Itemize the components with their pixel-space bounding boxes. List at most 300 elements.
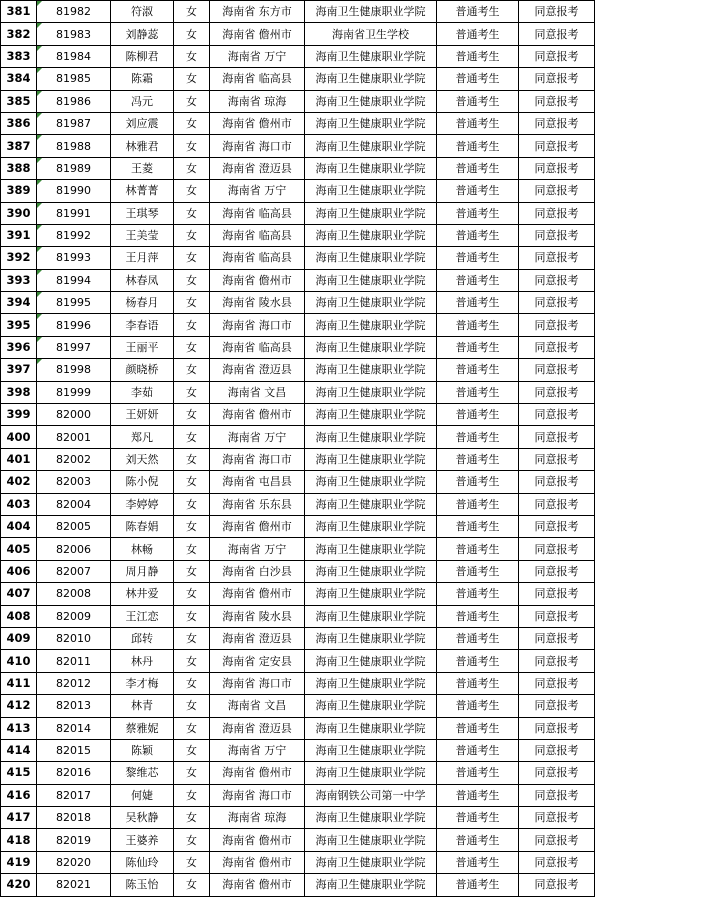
exam-id-cell: 82021 (37, 874, 111, 896)
region-cell: 海南省 海口市 (210, 135, 305, 157)
candidate-type-cell: 普通考生 (437, 269, 519, 291)
row-number-cell: 409 (1, 627, 37, 649)
school-cell: 海南卫生健康职业学院 (305, 224, 437, 246)
region-cell: 海南省 屯昌县 (210, 471, 305, 493)
student-name-cell: 冯元 (111, 90, 174, 112)
table-row (1, 851, 595, 873)
gender-cell: 女 (174, 1, 210, 23)
student-name-cell: 杨春月 (111, 292, 174, 314)
candidate-type-cell: 普通考生 (437, 90, 519, 112)
gender-cell: 女 (174, 112, 210, 134)
candidate-type-cell: 普通考生 (437, 135, 519, 157)
exam-id-cell: 82019 (37, 829, 111, 851)
gender-cell: 女 (174, 538, 210, 560)
region-cell: 海南省 临高县 (210, 68, 305, 90)
gender-cell: 女 (174, 157, 210, 179)
school-cell: 海南卫生健康职业学院 (305, 538, 437, 560)
consent-status-cell: 同意报考 (519, 157, 595, 179)
candidate-type-cell: 普通考生 (437, 359, 519, 381)
school-cell: 海南钢铁公司第一中学 (305, 784, 437, 806)
consent-status-cell: 同意报考 (519, 381, 595, 403)
gender-cell: 女 (174, 717, 210, 739)
gender-cell: 女 (174, 784, 210, 806)
gender-cell: 女 (174, 247, 210, 269)
region-cell: 海南省 儋州市 (210, 762, 305, 784)
gender-cell: 女 (174, 650, 210, 672)
student-name-cell: 陈霜 (111, 68, 174, 90)
exam-id-cell: 81989 (37, 157, 111, 179)
row-number-cell: 396 (1, 336, 37, 358)
consent-status-cell: 同意报考 (519, 717, 595, 739)
table-row (1, 560, 595, 582)
student-name-cell: 王琪琴 (111, 202, 174, 224)
student-name-cell: 邱转 (111, 627, 174, 649)
gender-cell: 女 (174, 448, 210, 470)
table-row (1, 202, 595, 224)
table-row (1, 493, 595, 515)
row-number-cell: 385 (1, 90, 37, 112)
consent-status-cell: 同意报考 (519, 202, 595, 224)
row-number-cell: 414 (1, 739, 37, 761)
row-number-cell: 416 (1, 784, 37, 806)
candidate-type-cell: 普通考生 (437, 583, 519, 605)
school-cell: 海南卫生健康职业学院 (305, 605, 437, 627)
school-cell: 海南卫生健康职业学院 (305, 650, 437, 672)
consent-status-cell: 同意报考 (519, 560, 595, 582)
candidate-type-cell: 普通考生 (437, 627, 519, 649)
exam-id-cell: 82000 (37, 404, 111, 426)
region-cell: 海南省 临高县 (210, 202, 305, 224)
table-row (1, 717, 595, 739)
gender-cell: 女 (174, 851, 210, 873)
school-cell: 海南卫生健康职业学院 (305, 404, 437, 426)
consent-status-cell: 同意报考 (519, 583, 595, 605)
table-row (1, 45, 595, 67)
candidate-type-cell: 普通考生 (437, 157, 519, 179)
gender-cell: 女 (174, 202, 210, 224)
table-row (1, 515, 595, 537)
student-name-cell: 符淑 (111, 1, 174, 23)
region-cell: 海南省 临高县 (210, 247, 305, 269)
student-name-cell: 周月静 (111, 560, 174, 582)
candidate-type-cell: 普通考生 (437, 538, 519, 560)
student-name-cell: 王月萍 (111, 247, 174, 269)
gender-cell: 女 (174, 874, 210, 896)
region-cell: 海南省 琼海 (210, 807, 305, 829)
exam-id-cell: 82008 (37, 583, 111, 605)
exam-id-cell: 81987 (37, 112, 111, 134)
row-number-cell: 387 (1, 135, 37, 157)
table-row (1, 157, 595, 179)
consent-status-cell: 同意报考 (519, 269, 595, 291)
candidate-type-cell: 普通考生 (437, 717, 519, 739)
region-cell: 海南省 儋州市 (210, 829, 305, 851)
table-body (1, 1, 595, 897)
gender-cell: 女 (174, 45, 210, 67)
region-cell: 海南省 儋州市 (210, 404, 305, 426)
student-name-cell: 李才梅 (111, 672, 174, 694)
student-name-cell: 王菱 (111, 157, 174, 179)
exam-id-cell: 82012 (37, 672, 111, 694)
student-name-cell: 黎维芯 (111, 762, 174, 784)
table-row (1, 314, 595, 336)
student-name-cell: 陈柳君 (111, 45, 174, 67)
school-cell: 海南卫生健康职业学院 (305, 448, 437, 470)
region-cell: 海南省 定安县 (210, 650, 305, 672)
candidate-type-cell: 普通考生 (437, 112, 519, 134)
gender-cell: 女 (174, 695, 210, 717)
row-number-cell: 394 (1, 292, 37, 314)
school-cell: 海南卫生健康职业学院 (305, 515, 437, 537)
table-row (1, 180, 595, 202)
exam-id-cell: 82003 (37, 471, 111, 493)
table-row (1, 112, 595, 134)
consent-status-cell: 同意报考 (519, 739, 595, 761)
exam-id-cell: 82017 (37, 784, 111, 806)
student-name-cell: 王婆养 (111, 829, 174, 851)
gender-cell: 女 (174, 381, 210, 403)
gender-cell: 女 (174, 90, 210, 112)
row-number-cell: 419 (1, 851, 37, 873)
table-row (1, 90, 595, 112)
region-cell: 海南省 万宁 (210, 180, 305, 202)
school-cell: 海南卫生健康职业学院 (305, 739, 437, 761)
row-number-cell: 418 (1, 829, 37, 851)
region-cell: 海南省 儋州市 (210, 851, 305, 873)
region-cell: 海南省 乐东县 (210, 493, 305, 515)
gender-cell: 女 (174, 471, 210, 493)
school-cell: 海南卫生健康职业学院 (305, 426, 437, 448)
candidate-type-cell: 普通考生 (437, 292, 519, 314)
gender-cell: 女 (174, 829, 210, 851)
school-cell: 海南卫生健康职业学院 (305, 762, 437, 784)
gender-cell: 女 (174, 739, 210, 761)
region-cell: 海南省 儋州市 (210, 515, 305, 537)
table-row (1, 68, 595, 90)
student-name-cell: 何婕 (111, 784, 174, 806)
consent-status-cell: 同意报考 (519, 112, 595, 134)
candidate-type-cell: 普通考生 (437, 493, 519, 515)
row-number-cell: 395 (1, 314, 37, 336)
consent-status-cell: 同意报考 (519, 68, 595, 90)
gender-cell: 女 (174, 68, 210, 90)
region-cell: 海南省 澄迈县 (210, 627, 305, 649)
gender-cell: 女 (174, 314, 210, 336)
school-cell: 海南卫生健康职业学院 (305, 851, 437, 873)
school-cell: 海南卫生健康职业学院 (305, 202, 437, 224)
consent-status-cell: 同意报考 (519, 851, 595, 873)
exam-id-cell: 81998 (37, 359, 111, 381)
student-name-cell: 郑凡 (111, 426, 174, 448)
school-cell: 海南卫生健康职业学院 (305, 829, 437, 851)
gender-cell: 女 (174, 224, 210, 246)
gender-cell: 女 (174, 560, 210, 582)
consent-status-cell: 同意报考 (519, 247, 595, 269)
student-name-cell: 王妍妍 (111, 404, 174, 426)
exam-id-cell: 82016 (37, 762, 111, 784)
table-row (1, 784, 595, 806)
row-number-cell: 382 (1, 23, 37, 45)
table-row (1, 471, 595, 493)
candidate-type-cell: 普通考生 (437, 851, 519, 873)
consent-status-cell: 同意报考 (519, 538, 595, 560)
exam-id-cell: 82018 (37, 807, 111, 829)
school-cell: 海南卫生健康职业学院 (305, 112, 437, 134)
exam-id-cell: 82001 (37, 426, 111, 448)
consent-status-cell: 同意报考 (519, 493, 595, 515)
row-number-cell: 404 (1, 515, 37, 537)
consent-status-cell: 同意报考 (519, 224, 595, 246)
consent-status-cell: 同意报考 (519, 1, 595, 23)
student-name-cell: 林雅君 (111, 135, 174, 157)
student-name-cell: 林春凤 (111, 269, 174, 291)
exam-id-cell: 82002 (37, 448, 111, 470)
row-number-cell: 398 (1, 381, 37, 403)
table-row (1, 359, 595, 381)
school-cell: 海南卫生健康职业学院 (305, 471, 437, 493)
consent-status-cell: 同意报考 (519, 829, 595, 851)
consent-status-cell: 同意报考 (519, 650, 595, 672)
gender-cell: 女 (174, 426, 210, 448)
candidate-type-cell: 普通考生 (437, 45, 519, 67)
region-cell: 海南省 儋州市 (210, 269, 305, 291)
school-cell: 海南卫生健康职业学院 (305, 493, 437, 515)
table-row (1, 269, 595, 291)
row-number-cell: 408 (1, 605, 37, 627)
gender-cell: 女 (174, 292, 210, 314)
consent-status-cell: 同意报考 (519, 23, 595, 45)
table-row (1, 1, 595, 23)
region-cell: 海南省 海口市 (210, 672, 305, 694)
exam-id-cell: 82007 (37, 560, 111, 582)
school-cell: 海南卫生健康职业学院 (305, 807, 437, 829)
school-cell: 海南卫生健康职业学院 (305, 359, 437, 381)
candidate-type-cell: 普通考生 (437, 68, 519, 90)
region-cell: 海南省 万宁 (210, 426, 305, 448)
gender-cell: 女 (174, 404, 210, 426)
school-cell: 海南卫生健康职业学院 (305, 269, 437, 291)
region-cell: 海南省 儋州市 (210, 874, 305, 896)
table-row (1, 829, 595, 851)
row-number-cell: 386 (1, 112, 37, 134)
candidate-type-cell: 普通考生 (437, 404, 519, 426)
row-number-cell: 411 (1, 672, 37, 694)
table-row (1, 292, 595, 314)
exam-id-cell: 81993 (37, 247, 111, 269)
consent-status-cell: 同意报考 (519, 45, 595, 67)
gender-cell: 女 (174, 23, 210, 45)
exam-id-cell: 82015 (37, 739, 111, 761)
table-row (1, 695, 595, 717)
school-cell: 海南卫生健康职业学院 (305, 135, 437, 157)
region-cell: 海南省 东方市 (210, 1, 305, 23)
exam-id-cell: 82004 (37, 493, 111, 515)
school-cell: 海南卫生健康职业学院 (305, 672, 437, 694)
region-cell: 海南省 澄迈县 (210, 157, 305, 179)
region-cell: 海南省 陵水县 (210, 605, 305, 627)
exam-id-cell: 81982 (37, 1, 111, 23)
region-cell: 海南省 澄迈县 (210, 359, 305, 381)
row-number-cell: 383 (1, 45, 37, 67)
student-name-cell: 林丹 (111, 650, 174, 672)
region-cell: 海南省 儋州市 (210, 23, 305, 45)
student-name-cell: 陈玉怡 (111, 874, 174, 896)
gender-cell: 女 (174, 493, 210, 515)
table-row (1, 874, 595, 896)
consent-status-cell: 同意报考 (519, 336, 595, 358)
candidate-type-cell: 普通考生 (437, 336, 519, 358)
exam-id-cell: 82010 (37, 627, 111, 649)
school-cell: 海南卫生健康职业学院 (305, 314, 437, 336)
exam-id-cell: 81983 (37, 23, 111, 45)
row-number-cell: 412 (1, 695, 37, 717)
region-cell: 海南省 儋州市 (210, 583, 305, 605)
row-number-cell: 401 (1, 448, 37, 470)
student-name-cell: 陈仙玲 (111, 851, 174, 873)
table-row (1, 583, 595, 605)
candidate-type-cell: 普通考生 (437, 247, 519, 269)
exam-id-cell: 81999 (37, 381, 111, 403)
exam-id-cell: 82006 (37, 538, 111, 560)
table-row (1, 605, 595, 627)
region-cell: 海南省 海口市 (210, 314, 305, 336)
row-number-cell: 413 (1, 717, 37, 739)
gender-cell: 女 (174, 762, 210, 784)
region-cell: 海南省 临高县 (210, 224, 305, 246)
exam-id-cell: 81986 (37, 90, 111, 112)
region-cell: 海南省 文昌 (210, 695, 305, 717)
table-row (1, 23, 595, 45)
table-row (1, 762, 595, 784)
table-row (1, 135, 595, 157)
student-name-cell: 陈颖 (111, 739, 174, 761)
student-name-cell: 刘应震 (111, 112, 174, 134)
consent-status-cell: 同意报考 (519, 471, 595, 493)
row-number-cell: 384 (1, 68, 37, 90)
student-name-cell: 林井爱 (111, 583, 174, 605)
row-number-cell: 406 (1, 560, 37, 582)
exam-id-cell: 81995 (37, 292, 111, 314)
consent-status-cell: 同意报考 (519, 874, 595, 896)
exam-id-cell: 81996 (37, 314, 111, 336)
candidate-type-cell: 普通考生 (437, 762, 519, 784)
exam-id-cell: 81984 (37, 45, 111, 67)
candidate-type-cell: 普通考生 (437, 314, 519, 336)
school-cell: 海南省卫生学校 (305, 23, 437, 45)
candidate-type-cell: 普通考生 (437, 426, 519, 448)
consent-status-cell: 同意报考 (519, 627, 595, 649)
candidate-type-cell: 普通考生 (437, 560, 519, 582)
gender-cell: 女 (174, 336, 210, 358)
exam-id-cell: 81985 (37, 68, 111, 90)
student-name-cell: 林菁菁 (111, 180, 174, 202)
candidate-type-cell: 普通考生 (437, 784, 519, 806)
student-name-cell: 林畅 (111, 538, 174, 560)
row-number-cell: 393 (1, 269, 37, 291)
student-name-cell: 陈小倪 (111, 471, 174, 493)
row-number-cell: 405 (1, 538, 37, 560)
table-row (1, 672, 595, 694)
row-number-cell: 410 (1, 650, 37, 672)
school-cell: 海南卫生健康职业学院 (305, 695, 437, 717)
table-row (1, 224, 595, 246)
gender-cell: 女 (174, 605, 210, 627)
consent-status-cell: 同意报考 (519, 135, 595, 157)
candidate-type-cell: 普通考生 (437, 471, 519, 493)
candidate-type-cell: 普通考生 (437, 695, 519, 717)
candidate-type-cell: 普通考生 (437, 381, 519, 403)
candidate-type-cell: 普通考生 (437, 515, 519, 537)
candidate-type-cell: 普通考生 (437, 874, 519, 896)
consent-status-cell: 同意报考 (519, 515, 595, 537)
candidate-type-cell: 普通考生 (437, 739, 519, 761)
candidate-type-cell: 普通考生 (437, 1, 519, 23)
table-row (1, 404, 595, 426)
student-name-cell: 陈春娟 (111, 515, 174, 537)
row-number-cell: 391 (1, 224, 37, 246)
table-row (1, 247, 595, 269)
gender-cell: 女 (174, 515, 210, 537)
consent-status-cell: 同意报考 (519, 404, 595, 426)
school-cell: 海南卫生健康职业学院 (305, 90, 437, 112)
consent-status-cell: 同意报考 (519, 90, 595, 112)
exam-id-cell: 82014 (37, 717, 111, 739)
table-row (1, 739, 595, 761)
region-cell: 海南省 海口市 (210, 784, 305, 806)
table-row (1, 807, 595, 829)
student-name-cell: 吴秋静 (111, 807, 174, 829)
row-number-cell: 402 (1, 471, 37, 493)
exam-id-cell: 82013 (37, 695, 111, 717)
student-name-cell: 王江恋 (111, 605, 174, 627)
row-number-cell: 390 (1, 202, 37, 224)
student-name-cell: 刘天然 (111, 448, 174, 470)
table-row (1, 336, 595, 358)
student-name-cell: 颜晓桥 (111, 359, 174, 381)
table-row (1, 538, 595, 560)
consent-status-cell: 同意报考 (519, 292, 595, 314)
region-cell: 海南省 文昌 (210, 381, 305, 403)
consent-status-cell: 同意报考 (519, 426, 595, 448)
candidate-type-cell: 普通考生 (437, 224, 519, 246)
region-cell: 海南省 万宁 (210, 538, 305, 560)
row-number-cell: 400 (1, 426, 37, 448)
school-cell: 海南卫生健康职业学院 (305, 247, 437, 269)
gender-cell: 女 (174, 180, 210, 202)
candidate-type-cell: 普通考生 (437, 672, 519, 694)
school-cell: 海南卫生健康职业学院 (305, 336, 437, 358)
student-name-cell: 王丽平 (111, 336, 174, 358)
row-number-cell: 389 (1, 180, 37, 202)
region-cell: 海南省 琼海 (210, 90, 305, 112)
school-cell: 海南卫生健康职业学院 (305, 560, 437, 582)
school-cell: 海南卫生健康职业学院 (305, 627, 437, 649)
candidate-type-cell: 普通考生 (437, 448, 519, 470)
region-cell: 海南省 万宁 (210, 45, 305, 67)
school-cell: 海南卫生健康职业学院 (305, 180, 437, 202)
consent-status-cell: 同意报考 (519, 762, 595, 784)
consent-status-cell: 同意报考 (519, 359, 595, 381)
candidate-type-cell: 普通考生 (437, 650, 519, 672)
school-cell: 海南卫生健康职业学院 (305, 583, 437, 605)
row-number-cell: 392 (1, 247, 37, 269)
row-number-cell: 397 (1, 359, 37, 381)
region-cell: 海南省 白沙县 (210, 560, 305, 582)
gender-cell: 女 (174, 672, 210, 694)
row-number-cell: 403 (1, 493, 37, 515)
consent-status-cell: 同意报考 (519, 807, 595, 829)
candidate-type-cell: 普通考生 (437, 202, 519, 224)
